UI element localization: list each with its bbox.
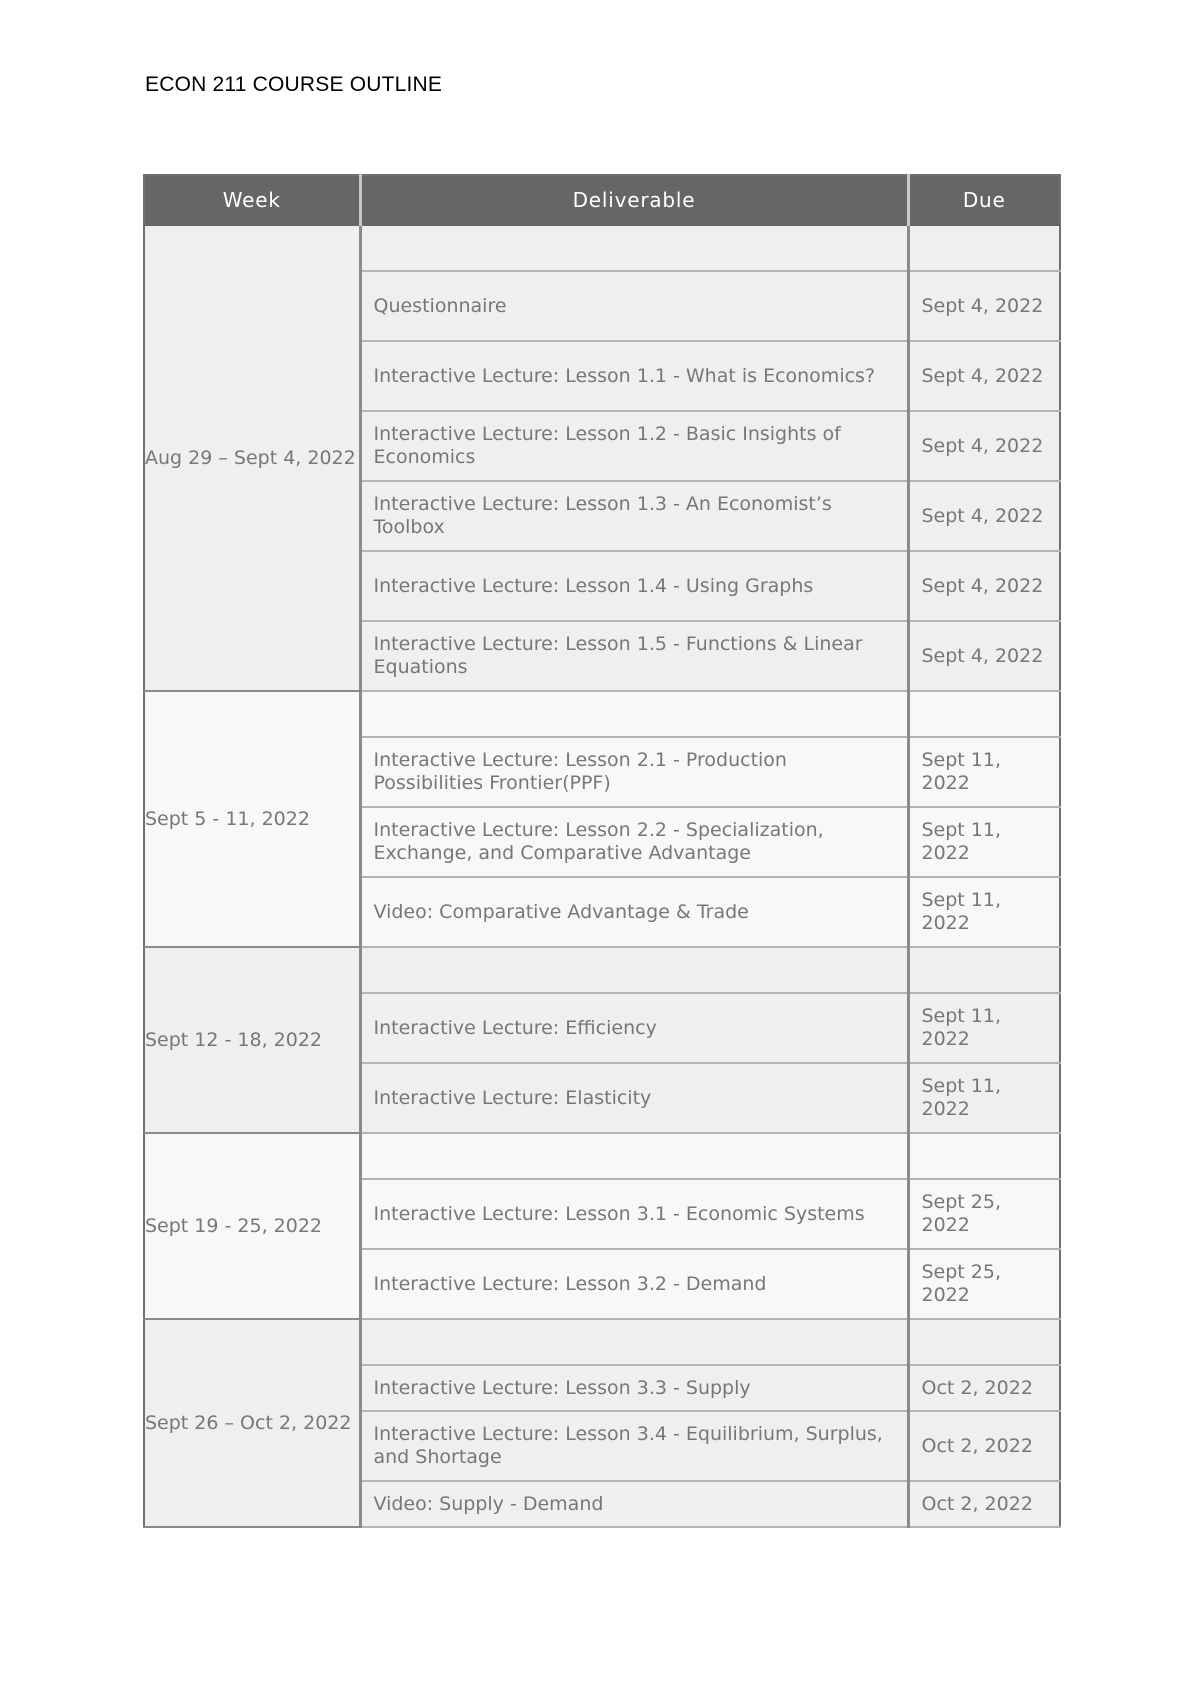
deliverable-cell: Video: Supply - Demand: [360, 1481, 908, 1527]
due-cell: Oct 2, 2022: [908, 1365, 1060, 1411]
due-cell: Sept 4, 2022: [908, 551, 1060, 621]
deliverable-cell: Video: Comparative Advantage & Trade: [360, 877, 908, 947]
due-cell: Sept 4, 2022: [908, 411, 1060, 481]
deliverable-cell: Interactive Lecture: Lesson 2.2 - Specialization, Exchange, and Comparative Advantage: [360, 807, 908, 877]
week-cell: Sept 26 – Oct 2, 2022: [144, 1319, 360, 1527]
due-cell: Sept 4, 2022: [908, 341, 1060, 411]
week-spacer-row: [144, 947, 1060, 993]
document-title: ECON 211 COURSE OUTLINE: [145, 73, 443, 96]
deliverable-cell: Interactive Lecture: Lesson 1.2 - Basic Insights of Economics: [360, 411, 908, 481]
due-cell-empty: [908, 225, 1060, 271]
deliverable-cell: Interactive Lecture: Efficiency: [360, 993, 908, 1063]
week-cell: Sept 12 - 18, 2022: [144, 947, 360, 1133]
due-cell: Sept 11, 2022: [908, 877, 1060, 947]
due-cell-empty: [908, 1319, 1060, 1365]
deliverable-cell: Questionnaire: [360, 271, 908, 341]
course-outline-table: [143, 174, 1061, 1528]
week-cell: Aug 29 – Sept 4, 2022: [144, 225, 360, 691]
due-cell: Oct 2, 2022: [908, 1481, 1060, 1527]
deliverable-cell-empty: [360, 1319, 908, 1365]
due-cell: Sept 4, 2022: [908, 271, 1060, 341]
due-cell: Sept 11, 2022: [908, 807, 1060, 877]
due-cell-empty: [908, 1133, 1060, 1179]
header-week: Week: [144, 175, 360, 225]
deliverable-cell: Interactive Lecture: Lesson 3.1 - Economic Systems: [360, 1179, 908, 1249]
week-spacer-row: [144, 1319, 1060, 1365]
week-spacer-row: [144, 691, 1060, 737]
deliverable-cell: Interactive Lecture: Lesson 3.4 - Equilibrium, Surplus, and Shortage: [360, 1411, 908, 1481]
week-spacer-row: [144, 1133, 1060, 1179]
deliverable-cell: Interactive Lecture: Lesson 3.3 - Supply: [360, 1365, 908, 1411]
deliverable-cell: Interactive Lecture: Lesson 1.4 - Using Graphs: [360, 551, 908, 621]
week-cell: Sept 5 - 11, 2022: [144, 691, 360, 947]
deliverable-cell: Interactive Lecture: Lesson 1.1 - What is Economics?: [360, 341, 908, 411]
due-cell: Sept 11, 2022: [908, 737, 1060, 807]
due-cell-empty: [908, 691, 1060, 737]
due-cell: Sept 11, 2022: [908, 993, 1060, 1063]
header-due: Due: [908, 175, 1060, 225]
deliverable-cell: Interactive Lecture: Lesson 2.1 - Production Possibilities Frontier(PPF): [360, 737, 908, 807]
due-cell: Sept 25, 2022: [908, 1179, 1060, 1249]
deliverable-cell-empty: [360, 947, 908, 993]
due-cell: Sept 25, 2022: [908, 1249, 1060, 1319]
due-cell: Sept 4, 2022: [908, 481, 1060, 551]
deliverable-cell-empty: [360, 1133, 908, 1179]
week-cell: Sept 19 - 25, 2022: [144, 1133, 360, 1319]
deliverable-cell: Interactive Lecture: Elasticity: [360, 1063, 908, 1133]
due-cell: Oct 2, 2022: [908, 1411, 1060, 1481]
due-cell: Sept 11, 2022: [908, 1063, 1060, 1133]
deliverable-cell: Interactive Lecture: Lesson 1.5 - Functions & Linear Equations: [360, 621, 908, 691]
header-row: [144, 175, 1060, 225]
header-deliverable: Deliverable: [360, 175, 908, 225]
due-cell-empty: [908, 947, 1060, 993]
week-spacer-row: [144, 225, 1060, 271]
due-cell: Sept 4, 2022: [908, 621, 1060, 691]
deliverable-cell-empty: [360, 225, 908, 271]
deliverable-cell: Interactive Lecture: Lesson 1.3 - An Economist’s Toolbox: [360, 481, 908, 551]
deliverable-cell-empty: [360, 691, 908, 737]
deliverable-cell: Interactive Lecture: Lesson 3.2 - Demand: [360, 1249, 908, 1319]
